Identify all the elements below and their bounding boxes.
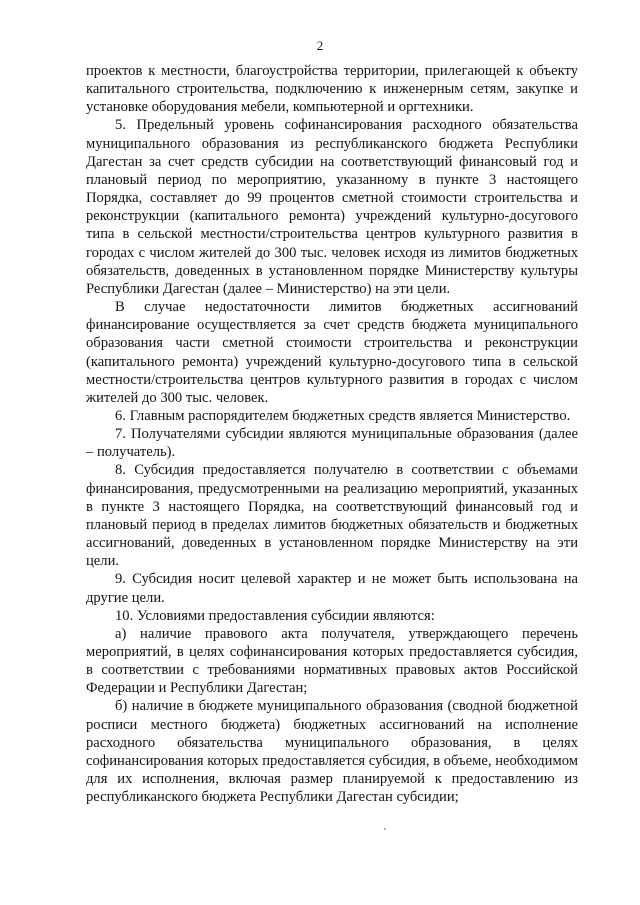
paragraph-item-8: 8. Субсидия предоставляется получателю в соответствии с объемами финансирования, предусмотренными на реализацию мероприятий, указанных в пункте 3 настоящего Порядка, на соответствующий финансовый год и плановый период в пределах лимитов бюджетных обязательств и бюджетных ассигнований, доведенных в установленном порядке Министерству на эти цели. [86, 462, 578, 570]
paragraph-item-7: 7. Получателями субсидии являются муниципальные образования (далее – получатель). [86, 426, 578, 461]
page-number: 2 [316, 38, 324, 53]
paragraph-subitem-b: б) наличие в бюджете муниципального образования (сводной бюджетной росписи местного бюджета) бюджетных ассигнований на исполнение расходного обязательства муниципального образования, в целях софинансирования которых предоставляется субсидия, в объеме, необходимом для их исполнения, включая размер планируемой к предоставлению из республиканского бюджета Республики Дагестан субсидии; [86, 698, 578, 806]
paragraph-continuation: проектов к местности, благоустройства территории, прилегающей к объекту капитального строительства, подключению к инженерным сетям, закупке и установке оборудования мебели, компьютерной и оргтехники. [86, 63, 578, 116]
paragraph-subitem-a: а) наличие правового акта получателя, утверждающего перечень мероприятий, в целях софинансирования которых предоставляется субсидия, в соответствии с требованиями нормативных правовых актов Российской Федерации и Республики Дагестан; [86, 625, 578, 697]
paragraph-insufficient-limits: В случае недостаточности лимитов бюджетных ассигнований финансирование осуществляется за счет средств бюджета муниципального образования части сметной стоимости строительства и реконструкции (капитального ремонта) учреждений культурно-досугового типа в сельской местности/строительства центров культурного развития в городах с числом жителей до 300 тыс. человек. [86, 299, 578, 406]
paragraph-item-9: 9. Субсидия носит целевой характер и не может быть использована на другие цели. [86, 571, 578, 606]
paragraph-item-5: 5. Предельный уровень софинансирования расходного обязательства муниципального образования из республиканского бюджета Республики Дагестан за счет средств субсидии на соответствующий финансовый год и плановый период по мероприятию, указанному в пункте 3 настоящего Порядка, составляет до 99 процентов сметной стоимости строительства и реконструкции (капитального ремонта) учреждений культурно-досугового типа в сельской местности/строительства центров культурного развития в городах с числом жителей до 300 тыс. человек исходя из лимитов бюджетных обязательств, доведенных в установленном порядке Министерству культуры Республики Дагестан (далее – Министерство) на эти цели. [86, 117, 578, 297]
document-body [86, 62, 578, 806]
paragraph-item-10: 10. Условиями предоставления субсидии являются: [115, 607, 435, 624]
scan-speck [384, 828, 386, 830]
paragraph-item-6: 6. Главным распорядителем бюджетных средств является Министерство. [115, 407, 571, 424]
